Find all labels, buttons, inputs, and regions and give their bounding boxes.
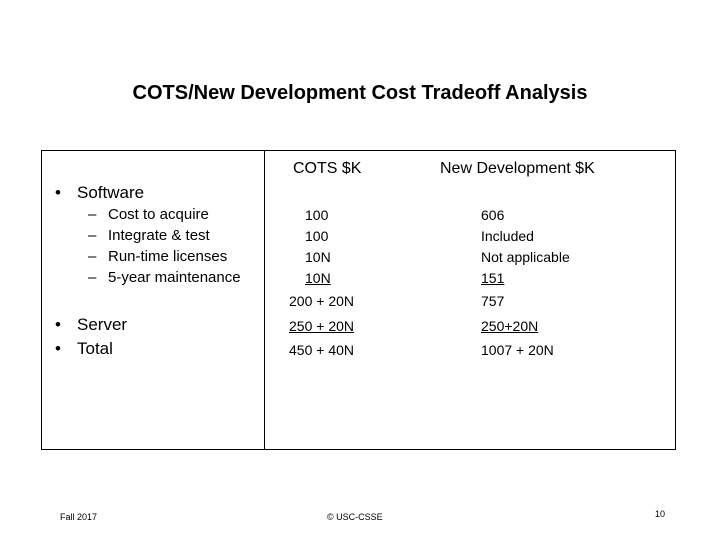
bullet-icon: • [55, 339, 61, 358]
cots-software-subtotal: 200 + 20N [289, 293, 354, 309]
cots-total: 450 + 40N [289, 342, 354, 358]
item-label-cost-to-acquire: Cost to acquire [108, 206, 209, 223]
dash-icon: – [88, 206, 97, 223]
header-cots: COTS $K [293, 160, 362, 177]
bullet-icon: • [55, 315, 61, 334]
cots-run-time-licenses: 10N [305, 249, 331, 265]
dash-icon: – [88, 269, 97, 286]
newdev-cost-to-acquire: 606 [481, 207, 505, 223]
cots-5-year-maintenance: 10N [305, 270, 331, 286]
newdev-5-year-maintenance: 151 [481, 270, 505, 286]
column-divider [264, 150, 265, 450]
newdev-integrate-test: Included [481, 228, 534, 244]
newdev-software-subtotal: 757 [481, 293, 505, 309]
page-number: 10 [655, 509, 666, 519]
cots-integrate-test: 100 [305, 228, 329, 244]
dash-icon: – [88, 248, 97, 265]
header-new-development: New Development $K [440, 160, 595, 177]
newdev-server: 250+20N [481, 318, 539, 334]
newdev-run-time-licenses: Not applicable [481, 249, 570, 265]
slide-title: COTS/New Development Cost Tradeoff Analysis [132, 82, 588, 104]
dash-icon: – [88, 227, 97, 244]
item-label-run-time-licenses: Run-time licenses [108, 248, 228, 265]
footer-copyright: © USC-CSSE [327, 512, 383, 522]
newdev-total: 1007 + 20N [481, 342, 554, 358]
server-label: Server [77, 315, 128, 334]
footer-term: Fall 2017 [60, 512, 98, 522]
cots-server: 250 + 20N [289, 318, 354, 334]
cots-cost-to-acquire: 100 [305, 207, 329, 223]
bullet-icon: • [55, 183, 61, 202]
item-label-5-year-maintenance: 5-year maintenance [108, 269, 241, 286]
total-label: Total [77, 339, 113, 358]
item-label-integrate-test: Integrate & test [108, 227, 210, 244]
software-label: Software [77, 183, 145, 202]
